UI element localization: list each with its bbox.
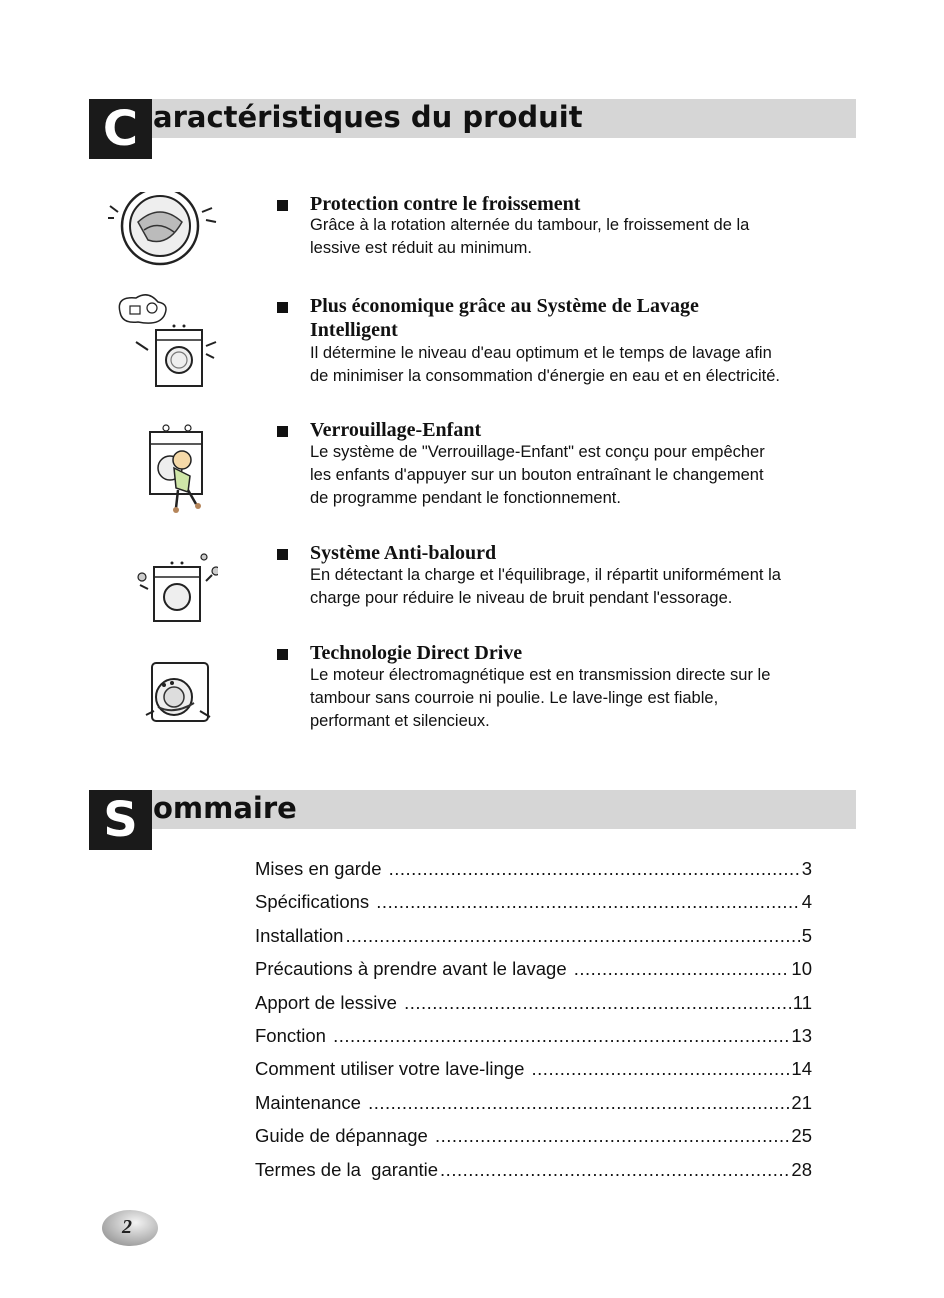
smart-washer-icon bbox=[108, 294, 218, 394]
features-section-header bbox=[89, 99, 856, 159]
feature-description: Le moteur électromagnétique est en transmission directe sur le tambour sans courroie ni poulie. Le lave-linge est fiable, performant et silencieux. bbox=[310, 666, 771, 730]
bullet-square bbox=[277, 649, 288, 660]
toc-entry[interactable]: Comment utiliser votre lave-linge ..... 14 bbox=[255, 1058, 812, 1091]
feature-title: Système Anti-balourd bbox=[310, 542, 497, 564]
toc-entry[interactable]: Apport de lessive ..... 11 bbox=[255, 992, 812, 1025]
direct-drive-icon bbox=[108, 641, 218, 741]
toc-section-header bbox=[89, 790, 856, 850]
bullet-square bbox=[277, 200, 288, 211]
feature-description: En détectant la charge et l'équilibrage, il répartit uniformément la charge pour réduire le niveau de bruit pendant l'essorage. bbox=[310, 566, 781, 607]
feature-description: Il détermine le niveau d'eau optimum et le temps de lavage afin de minimiser la consommation d'énergie en eau et en électricité. bbox=[310, 344, 780, 385]
feature-title: Protection contre le froissement bbox=[310, 193, 581, 215]
feature-description: Le système de "Verrouillage-Enfant" est conçu pour empêcher les enfants d'appuyer sur un bouton entraînant le changement de programme pendant le fonctionnement. bbox=[310, 443, 765, 507]
toc-entry[interactable]: Spécifications ..... 4 bbox=[255, 891, 812, 924]
feature-description: Grâce à la rotation alternée du tambour, le froissement de la lessive est réduit au minimum. bbox=[310, 216, 750, 257]
section-title: ommaire bbox=[153, 791, 297, 825]
anti-unbalance-icon bbox=[108, 541, 218, 641]
toc-entry[interactable]: Fonction ..... 13 bbox=[255, 1025, 812, 1058]
toc-entry[interactable]: Guide de dépannage ..... 25 bbox=[255, 1125, 812, 1158]
toc-entry[interactable]: Maintenance ..... 21 bbox=[255, 1092, 812, 1125]
section-initial: S bbox=[89, 790, 152, 850]
feature-title: Verrouillage-Enfant bbox=[310, 419, 482, 441]
child-lock-icon bbox=[108, 418, 218, 518]
toc-entry[interactable]: Termes de la garantie ..... 28 bbox=[255, 1159, 812, 1192]
section-initial: C bbox=[89, 99, 152, 159]
feature-title: Technologie Direct Drive bbox=[310, 642, 523, 664]
page-number-badge bbox=[96, 1208, 160, 1248]
tumbling-drum-icon bbox=[108, 192, 218, 292]
page-number: 2 bbox=[122, 1216, 132, 1238]
bullet-square bbox=[277, 549, 288, 560]
bullet-square bbox=[277, 426, 288, 437]
toc-entry[interactable]: Précautions à prendre avant le lavage ..... 10 bbox=[255, 958, 812, 991]
table-of-contents bbox=[255, 858, 812, 1192]
feature-title: Plus économique grâce au Système de Lavage Intelligent bbox=[310, 295, 699, 341]
toc-entry[interactable]: Mises en garde ..... 3 bbox=[255, 858, 812, 891]
section-title: aractéristiques du produit bbox=[153, 100, 583, 134]
bullet-square bbox=[277, 302, 288, 313]
toc-entry[interactable]: Installation ..... 5 bbox=[255, 925, 812, 958]
